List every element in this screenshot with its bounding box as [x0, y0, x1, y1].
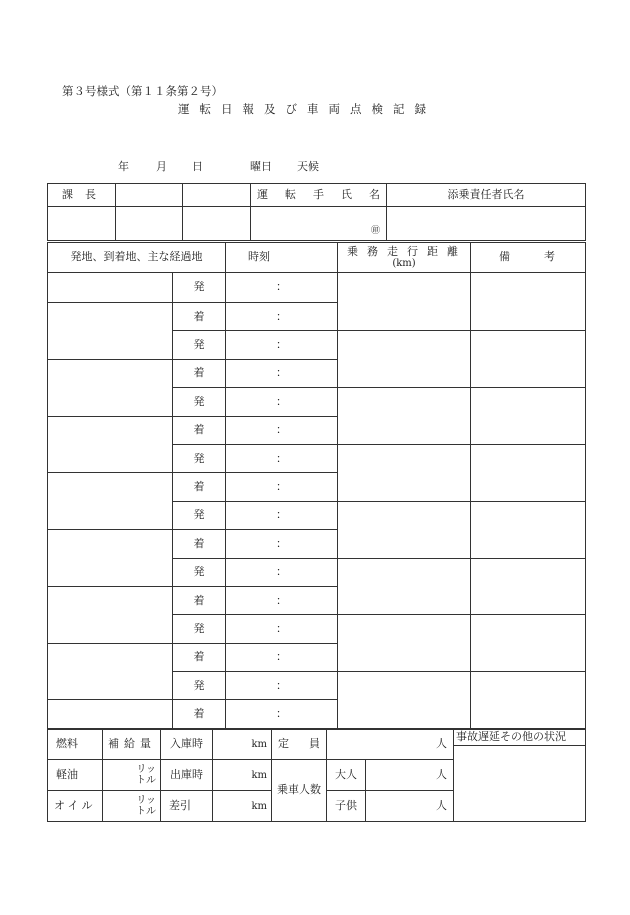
route-header: 発地、到着地、主な経過地 [48, 243, 226, 273]
depart-label: 発 [173, 273, 226, 303]
time-field[interactable] [226, 643, 338, 671]
distance-field[interactable] [338, 388, 471, 445]
time-separator: ： [276, 394, 287, 408]
route-place-field[interactable] [48, 530, 173, 587]
capacity-label: 定員 [272, 730, 327, 760]
child-count-field[interactable]: 人 [366, 791, 454, 822]
adult-label: 大人 [327, 760, 366, 791]
time-field[interactable] [226, 303, 338, 331]
arrive-label: 着 [173, 530, 226, 558]
remarks-field[interactable] [471, 331, 586, 388]
route-place-field[interactable] [48, 273, 173, 303]
time-field[interactable] [226, 359, 338, 387]
time-separator: ： [276, 621, 287, 635]
depart-label: 発 [173, 388, 226, 416]
time-field[interactable] [226, 615, 338, 643]
oil-label: オイル [48, 791, 103, 822]
time-separator: ： [276, 707, 287, 721]
depart-label: 発 [173, 558, 226, 586]
garage-out-km-field[interactable]: km [213, 760, 272, 791]
document-title: 運転日報及び車両点検記録 [178, 102, 436, 116]
distance-field[interactable] [338, 558, 471, 615]
form-number: 第３号様式（第１１条第２号） [62, 84, 223, 98]
time-field[interactable] [226, 331, 338, 359]
time-separator: ： [276, 280, 287, 294]
time-field[interactable] [226, 558, 338, 586]
depart-label: 発 [173, 615, 226, 643]
depart-label: 発 [173, 672, 226, 700]
garage-in-label: 入庫時 [161, 730, 213, 760]
time-separator: ： [276, 451, 287, 465]
time-separator: ： [276, 593, 287, 607]
driver-name-header: 運転手氏名 [251, 184, 387, 207]
accident-status-header: 事故遅延その他の状況 [454, 730, 585, 746]
distance-field[interactable] [338, 444, 471, 501]
log-row [48, 273, 586, 303]
passengers-label: 乗車人数 [272, 760, 327, 822]
fuel-header: 燃料 [48, 730, 103, 760]
arrive-label: 着 [173, 416, 226, 444]
escort-name-field[interactable] [387, 207, 586, 241]
remarks-field[interactable] [471, 273, 586, 331]
garage-out-label: 出庫時 [161, 760, 213, 791]
time-separator: ： [276, 309, 287, 323]
distance-header: 乗務走行距離 (km) [338, 243, 471, 273]
route-place-field[interactable] [48, 359, 173, 416]
section-chief-header: 課長 [48, 184, 116, 207]
light-oil-field[interactable]: リッ トル [103, 760, 161, 791]
time-field[interactable] [226, 444, 338, 472]
child-label: 子供 [327, 791, 366, 822]
capacity-field[interactable]: 人 [327, 730, 454, 760]
time-header: 時刻 [226, 243, 338, 273]
time-separator: ： [276, 366, 287, 380]
route-place-field[interactable] [48, 643, 173, 700]
time-field[interactable] [226, 700, 338, 728]
escort-name-header: 添乗責任者氏名 [387, 184, 586, 207]
distance-field[interactable] [338, 672, 471, 729]
time-field[interactable] [226, 388, 338, 416]
accident-status-field[interactable] [454, 730, 586, 822]
time-separator: ： [276, 423, 287, 437]
time-field[interactable] [226, 672, 338, 700]
bottom-table [47, 729, 586, 822]
day-label: 日 [192, 160, 203, 173]
time-field[interactable] [226, 501, 338, 529]
time-separator: ： [276, 678, 287, 692]
remarks-field[interactable] [471, 558, 586, 615]
supply-header: 補給量 [103, 730, 161, 760]
remarks-header: 備考 [471, 243, 586, 273]
difference-km-field[interactable]: km [213, 791, 272, 822]
distance-field[interactable] [338, 501, 471, 558]
time-field[interactable] [226, 530, 338, 558]
garage-in-km-field[interactable]: km [213, 730, 272, 760]
route-place-field[interactable] [48, 700, 173, 728]
remarks-field[interactable] [471, 444, 586, 501]
light-oil-label: 軽油 [48, 760, 103, 791]
time-field[interactable] [226, 473, 338, 501]
remarks-field[interactable] [471, 501, 586, 558]
arrive-label: 着 [173, 700, 226, 728]
arrive-label: 着 [173, 473, 226, 501]
time-separator: ： [276, 565, 287, 579]
depart-label: 発 [173, 444, 226, 472]
section-chief-seal-box[interactable] [48, 207, 116, 241]
approval-header-blank-2 [183, 184, 251, 207]
remarks-field[interactable] [471, 672, 586, 729]
oil-field[interactable]: リッ トル [103, 791, 161, 822]
year-label: 年 [118, 160, 129, 173]
time-separator: ： [276, 650, 287, 664]
weekday-label: 曜日 [250, 160, 272, 173]
arrive-label: 着 [173, 586, 226, 614]
remarks-field[interactable] [471, 615, 586, 672]
distance-field[interactable] [338, 273, 471, 331]
arrive-label: 着 [173, 359, 226, 387]
route-place-field[interactable] [48, 473, 173, 530]
month-label: 月 [156, 160, 167, 173]
time-field[interactable] [226, 586, 338, 614]
driver-name-field[interactable] [251, 207, 387, 241]
approval-seal-box-1[interactable] [116, 207, 183, 241]
time-separator: ： [276, 536, 287, 550]
time-separator: ： [276, 479, 287, 493]
weather-label: 天候 [297, 160, 319, 173]
log-table [47, 242, 589, 729]
route-place-field[interactable] [48, 586, 173, 643]
time-field[interactable] [226, 273, 338, 303]
time-field[interactable] [226, 416, 338, 444]
distance-field[interactable] [338, 615, 471, 672]
approval-header-blank-1 [116, 184, 183, 207]
time-separator: ： [276, 338, 287, 352]
depart-label: 発 [173, 501, 226, 529]
header-table [47, 183, 586, 241]
arrive-label: 着 [173, 643, 226, 671]
adult-count-field[interactable]: 人 [366, 760, 454, 791]
difference-label: 差引 [161, 791, 213, 822]
route-place-field[interactable] [48, 416, 173, 473]
depart-label: 発 [173, 331, 226, 359]
seal-mark: ㊞ [370, 226, 380, 237]
route-place-field[interactable] [48, 303, 173, 360]
time-separator: ： [276, 508, 287, 522]
arrive-label: 着 [173, 303, 226, 331]
remarks-field[interactable] [471, 388, 586, 445]
distance-field[interactable] [338, 331, 471, 388]
approval-seal-box-2[interactable] [183, 207, 251, 241]
